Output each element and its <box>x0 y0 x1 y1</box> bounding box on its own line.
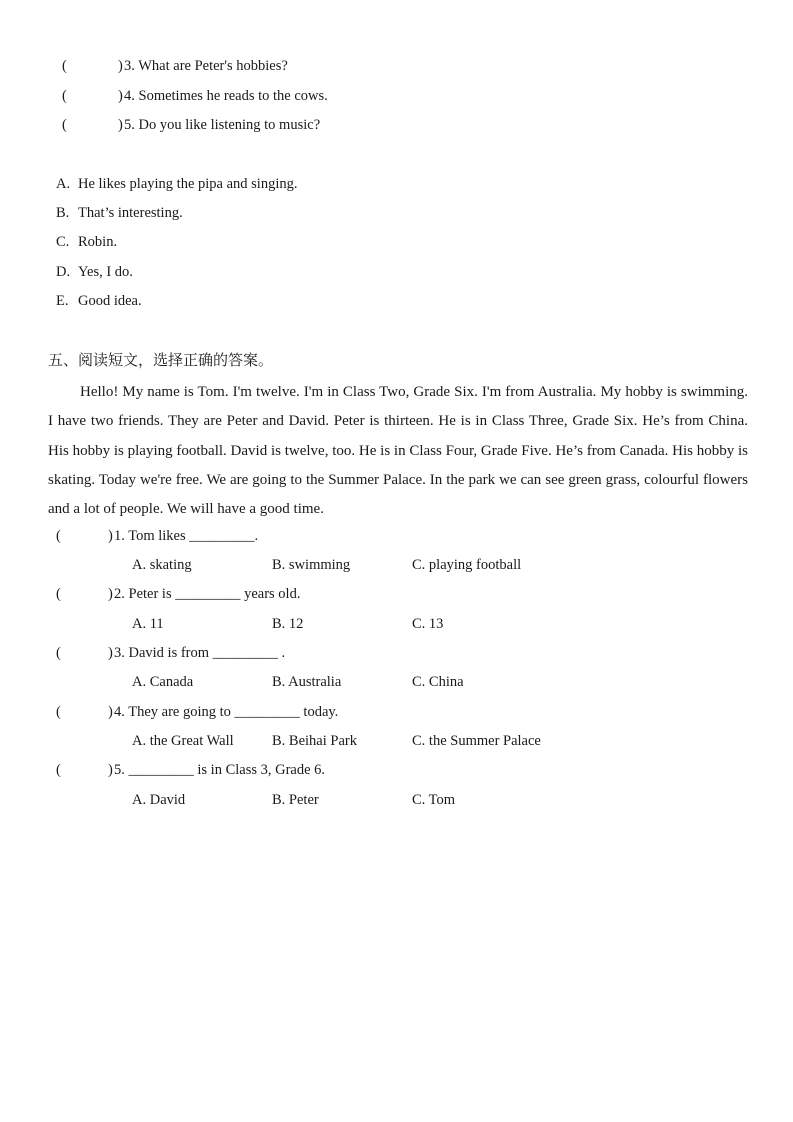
question-text: 3. What are Peter's hobbies? <box>124 58 288 74</box>
answer-paren-open: ( <box>56 586 61 602</box>
choice-c: C. the Summer Palace <box>412 733 541 749</box>
match-option-a <box>56 174 297 194</box>
answer-paren-open: ( <box>56 645 61 661</box>
answer-paren-open: ( <box>56 704 61 720</box>
answer-paren-close: ) <box>108 762 113 778</box>
match-question-3 <box>62 56 288 76</box>
choice-b: B. Australia <box>272 674 342 690</box>
reading-question-5 <box>56 760 326 780</box>
choice-a: A. 11 <box>132 616 164 632</box>
choice-c: C. Tom <box>412 792 456 808</box>
reading-question-3 <box>56 643 286 663</box>
choice-c: C. playing football <box>412 557 522 573</box>
choice-c: C. 13 <box>412 616 444 632</box>
reading-question-1 <box>56 526 259 546</box>
question-text: 5. Do you like listening to music? <box>124 117 321 133</box>
choice-a: A. David <box>132 792 186 808</box>
match-question-5 <box>62 115 321 135</box>
question-text: 5. _________ is in Class 3, Grade 6. <box>114 762 326 778</box>
choice-a: A. Canada <box>132 674 194 690</box>
reading-question-4 <box>56 702 339 722</box>
section-heading: 五、阅读短文，选择正确的答案。 <box>48 351 274 369</box>
answer-paren-open: ( <box>62 58 67 74</box>
option-letter: E. <box>56 293 69 309</box>
reading-question-2 <box>56 584 301 604</box>
question-text: 4. Sometimes he reads to the cows. <box>124 88 328 104</box>
answer-paren-close: ) <box>108 704 113 720</box>
option-text: He likes playing the pipa and singing. <box>78 176 298 192</box>
choice-c: C. China <box>412 674 464 690</box>
choice-a: A. skating <box>132 557 192 573</box>
answer-paren-close: ) <box>108 528 113 544</box>
answer-paren-open: ( <box>56 762 61 778</box>
option-letter: B. <box>56 205 70 221</box>
match-question-4 <box>62 86 328 106</box>
answer-paren-open: ( <box>62 117 67 133</box>
option-text: That’s interesting. <box>78 205 183 221</box>
match-option-b <box>56 203 183 223</box>
option-letter: D. <box>56 264 71 280</box>
question-text: 2. Peter is _________ years old. <box>114 586 301 602</box>
option-letter: A. <box>56 176 71 192</box>
match-option-d <box>56 262 133 282</box>
answer-paren-close: ) <box>118 117 123 133</box>
option-letter: C. <box>56 234 70 250</box>
match-option-e <box>56 291 142 311</box>
choice-b: B. Beihai Park <box>272 733 357 749</box>
answer-paren-close: ) <box>108 645 113 661</box>
choice-b: B. swimming <box>272 557 351 573</box>
answer-paren-close: ) <box>108 586 113 602</box>
option-text: Yes, I do. <box>78 264 133 280</box>
match-option-c <box>56 232 117 252</box>
answer-paren-open: ( <box>62 88 67 104</box>
answer-paren-open: ( <box>56 528 61 544</box>
reading-passage: Hello! My name is Tom. I'm twelve. I'm in Class Two, Grade Six. I'm from Australia. My hobby is swimming. I have two friends. They are Peter and David. Peter is thirteen. He is in Class Three, Grade Six. He’s from China. His hobby is playing football. David is twelve, too. He is in Class Four, Grade Five. He’s from Canada. His hobby is skating. Today we're free. We are going to the Summer Palace. In the park we can see green grass, colourful flowers and a lot of people. We will have a good time. <box>48 384 748 518</box>
option-text: Robin. <box>78 234 118 250</box>
choice-b: B. 12 <box>272 616 304 632</box>
answer-paren-close: ) <box>118 88 123 104</box>
option-text: Good idea. <box>78 293 142 309</box>
choice-a: A. the Great Wall <box>132 733 234 749</box>
answer-paren-close: ) <box>118 58 123 74</box>
question-text: 4. They are going to _________ today. <box>114 704 339 720</box>
choice-b: B. Peter <box>272 792 319 808</box>
question-text: 3. David is from _________ . <box>114 645 286 661</box>
question-text: 1. Tom likes _________. <box>114 528 259 544</box>
